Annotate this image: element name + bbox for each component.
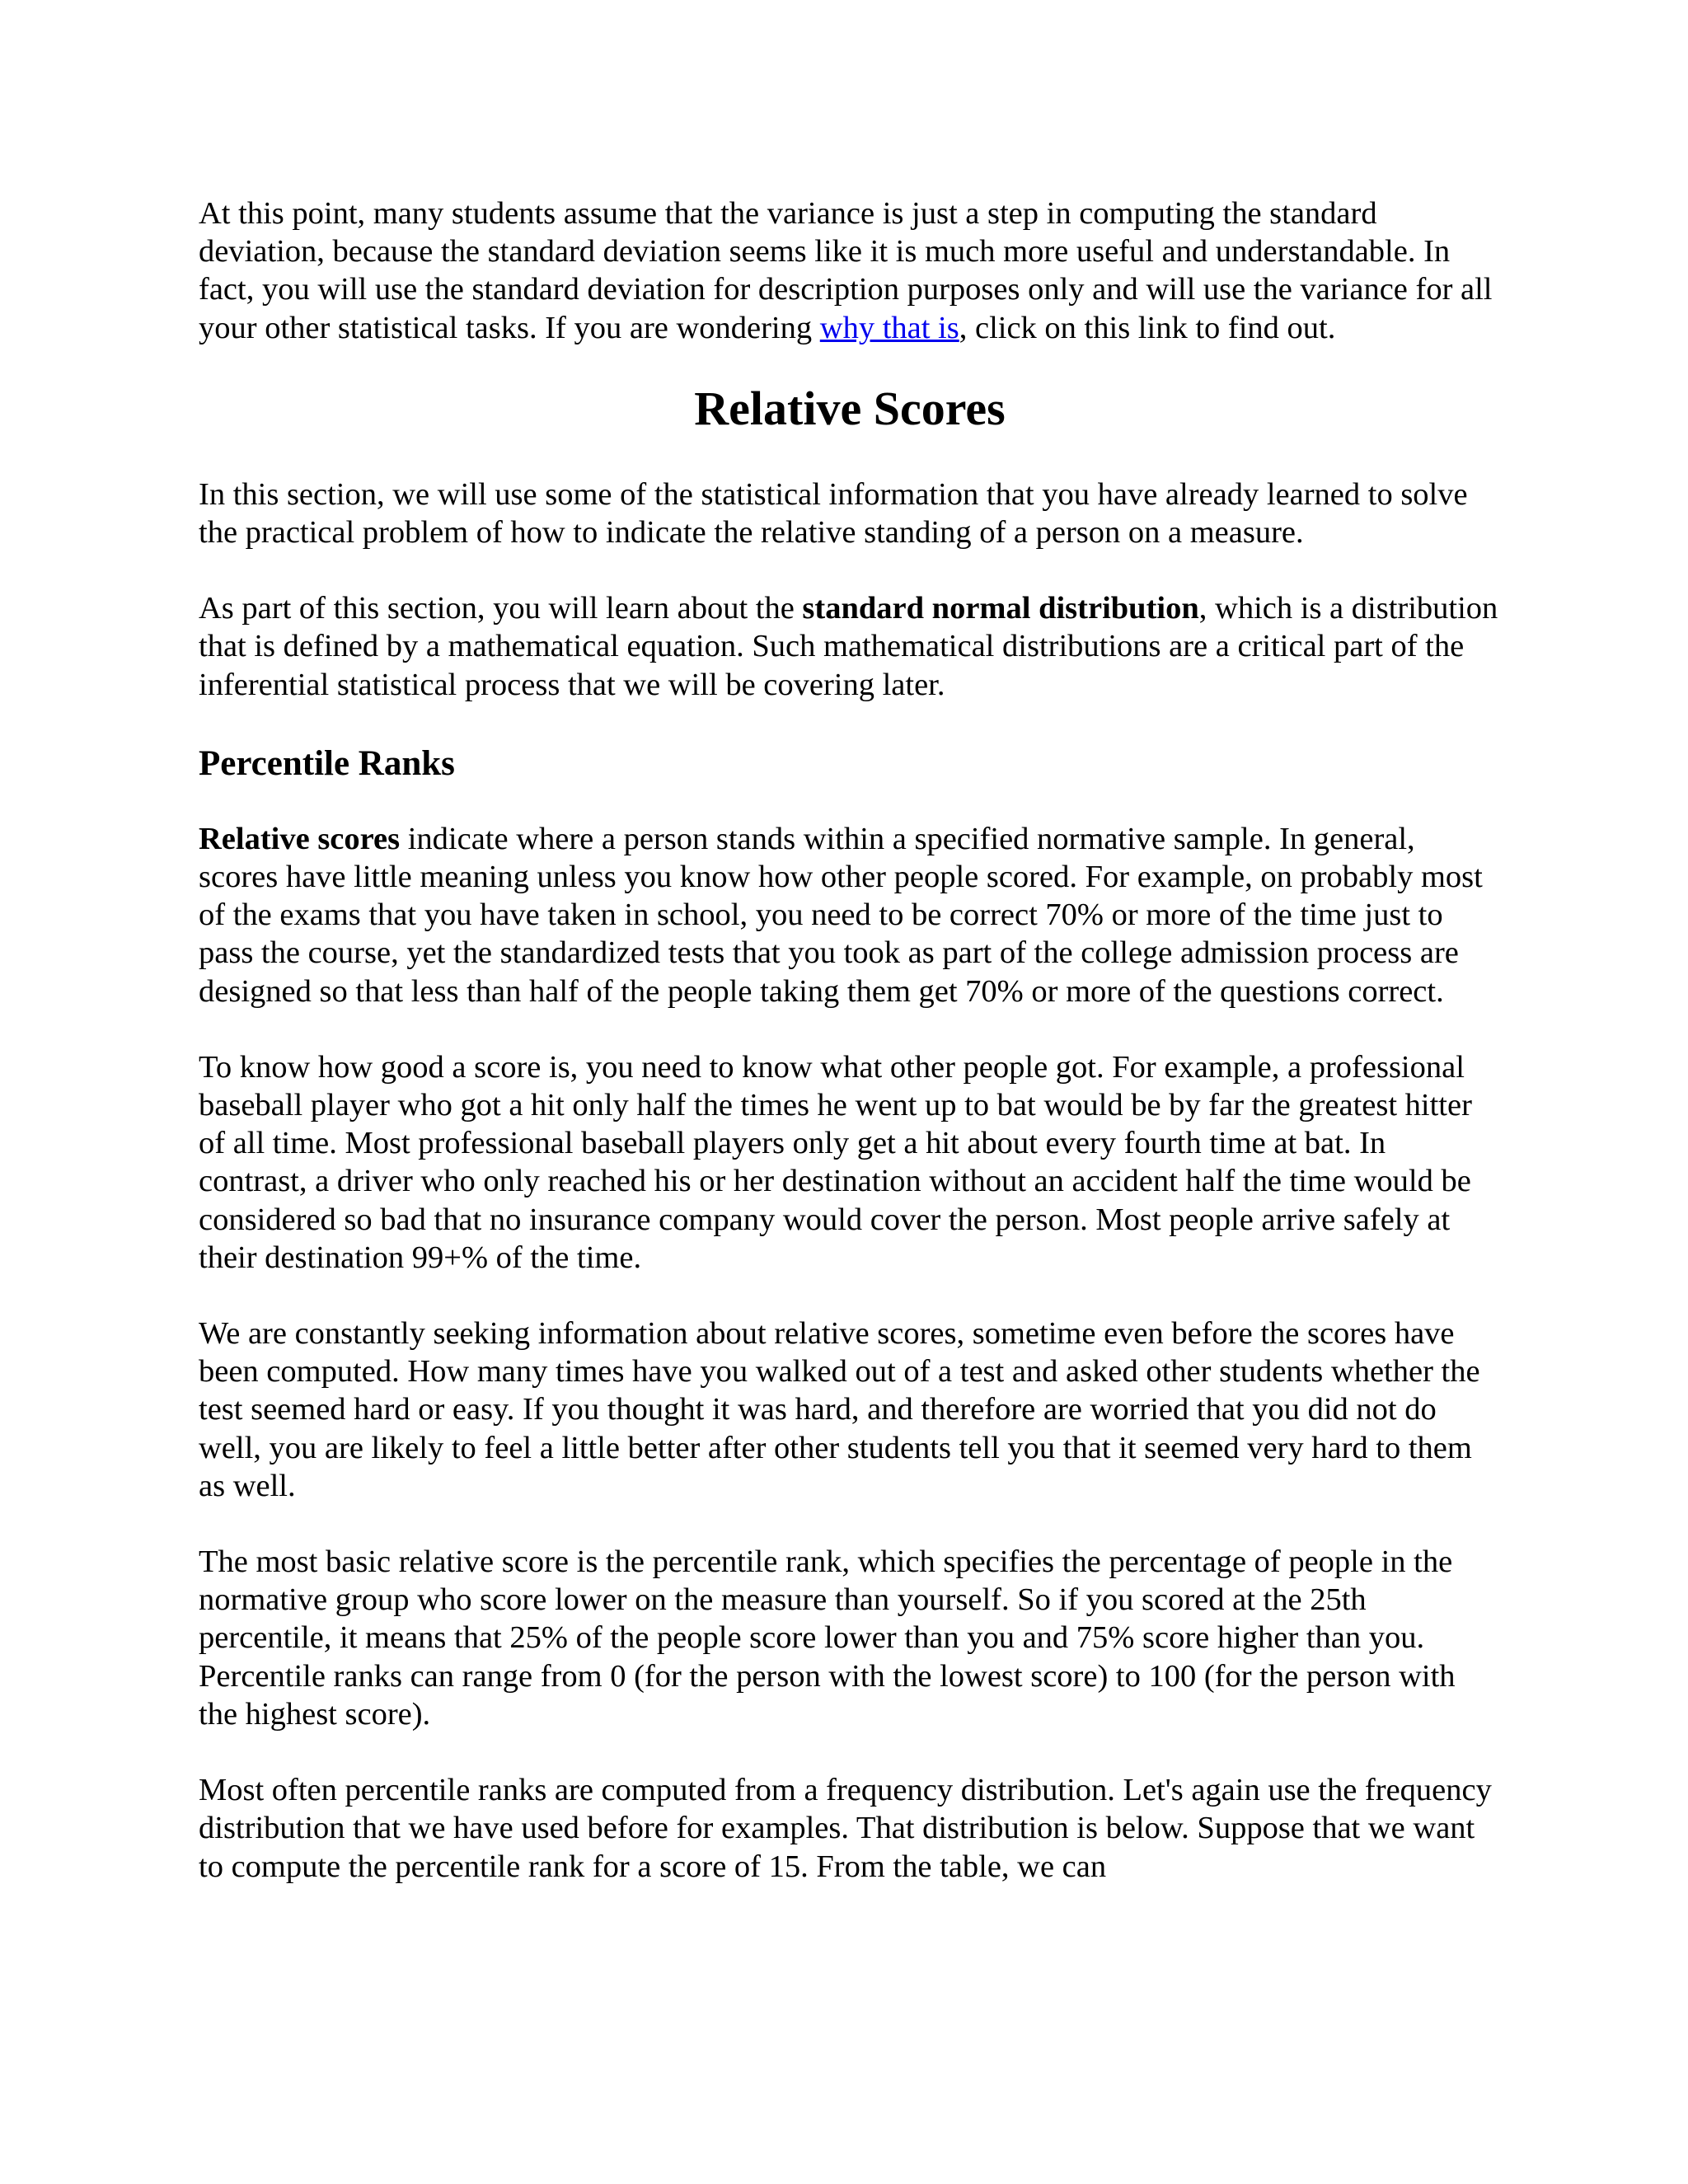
variance-text-end: , click on this link to find out. (959, 310, 1336, 345)
percentile-rank-paragraph: The most basic relative score is the percentile rank, which specifies the percentage of people in the normative group who score lower on the measure than yourself. So if you scored at the 25th percentile, it means that 25% of the people score lower than you and 75% score higher than you. Percentile ranks can range from 0 (for the person with the lowest score) to 100 (for the person with the highest score). (199, 1544, 1456, 1732)
document-page (199, 194, 1501, 1886)
standard-normal-paragraph (199, 589, 1501, 704)
frequency-distribution-paragraph: Most often percentile ranks are computed from a frequency distribution. Let's again use the frequency distribution that we have used before for examples. That distribution is below. Suppose that we want to compute the percentile rank for a score of 15. From the table, we can (199, 1773, 1492, 1884)
relative-scores-text: indicate where a person stands within a specified normative sample. In general, scores have little meaning unless you know how other people scored. For example, on probably most of the exams that you have taken in school, you need to be correct 70% or more of the time just to pass the course, yet the standardized tests that you took as part of the college admission process are designed so that less than half of the people taking them get 70% or more of the questions correct. (199, 821, 1483, 1009)
why-that-is-link[interactable]: why that is (819, 310, 959, 345)
intro-paragraph: In this section, we will use some of the statistical information that you have already learned to solve the practical problem of how to indicate the relative standing of a person on a measure. (199, 476, 1468, 551)
relative-scores-paragraph (199, 820, 1501, 1010)
snd-text: As part of this section, you will learn about the (199, 591, 803, 626)
percentile-ranks-heading: Percentile Ranks (199, 743, 455, 783)
snd-text-end: , which is a distribution that is defined by a mathematical equation. Such mathematical distributions are a critical part of the inferential statistical process that we will be covering later. (199, 591, 1498, 702)
section-title: Relative Scores (694, 381, 1006, 435)
baseball-paragraph: To know how good a score is, you need to know what other people got. For example, a professional baseball player who got a hit only half the times he went up to bat would be by far the greatest hitter of all time. Most professional baseball players only get a hit about every fourth time at bat. In contrast, a driver who only reached his or her destination without an accident half the time would be considered so bad that no insurance company would cover the person. Most people arrive safely at their destination 99+% of the time. (199, 1049, 1472, 1275)
relative-scores-bold-term: Relative scores (199, 821, 401, 856)
variance-text: At this point, many students assume that the variance is just a step in computing the standard deviation, because the standard deviation seems like it is much more useful and understandable. In fact, you will use the standard deviation for description purposes only and will use the variance for all your other statistical tasks. If you are wondering (199, 196, 1493, 345)
seeking-paragraph: We are constantly seeking information about relative scores, sometime even before the scores have been computed. How many times have you walked out of a test and asked other students whether the test seemed hard or easy. If you thought it was hard, and therefore are worried that you did not do well, you are likely to feel a little better after other students tell you that it seemed very hard to them as well. (199, 1316, 1480, 1503)
snd-bold-term: standard normal distribution (802, 591, 1199, 626)
variance-paragraph (199, 194, 1501, 347)
